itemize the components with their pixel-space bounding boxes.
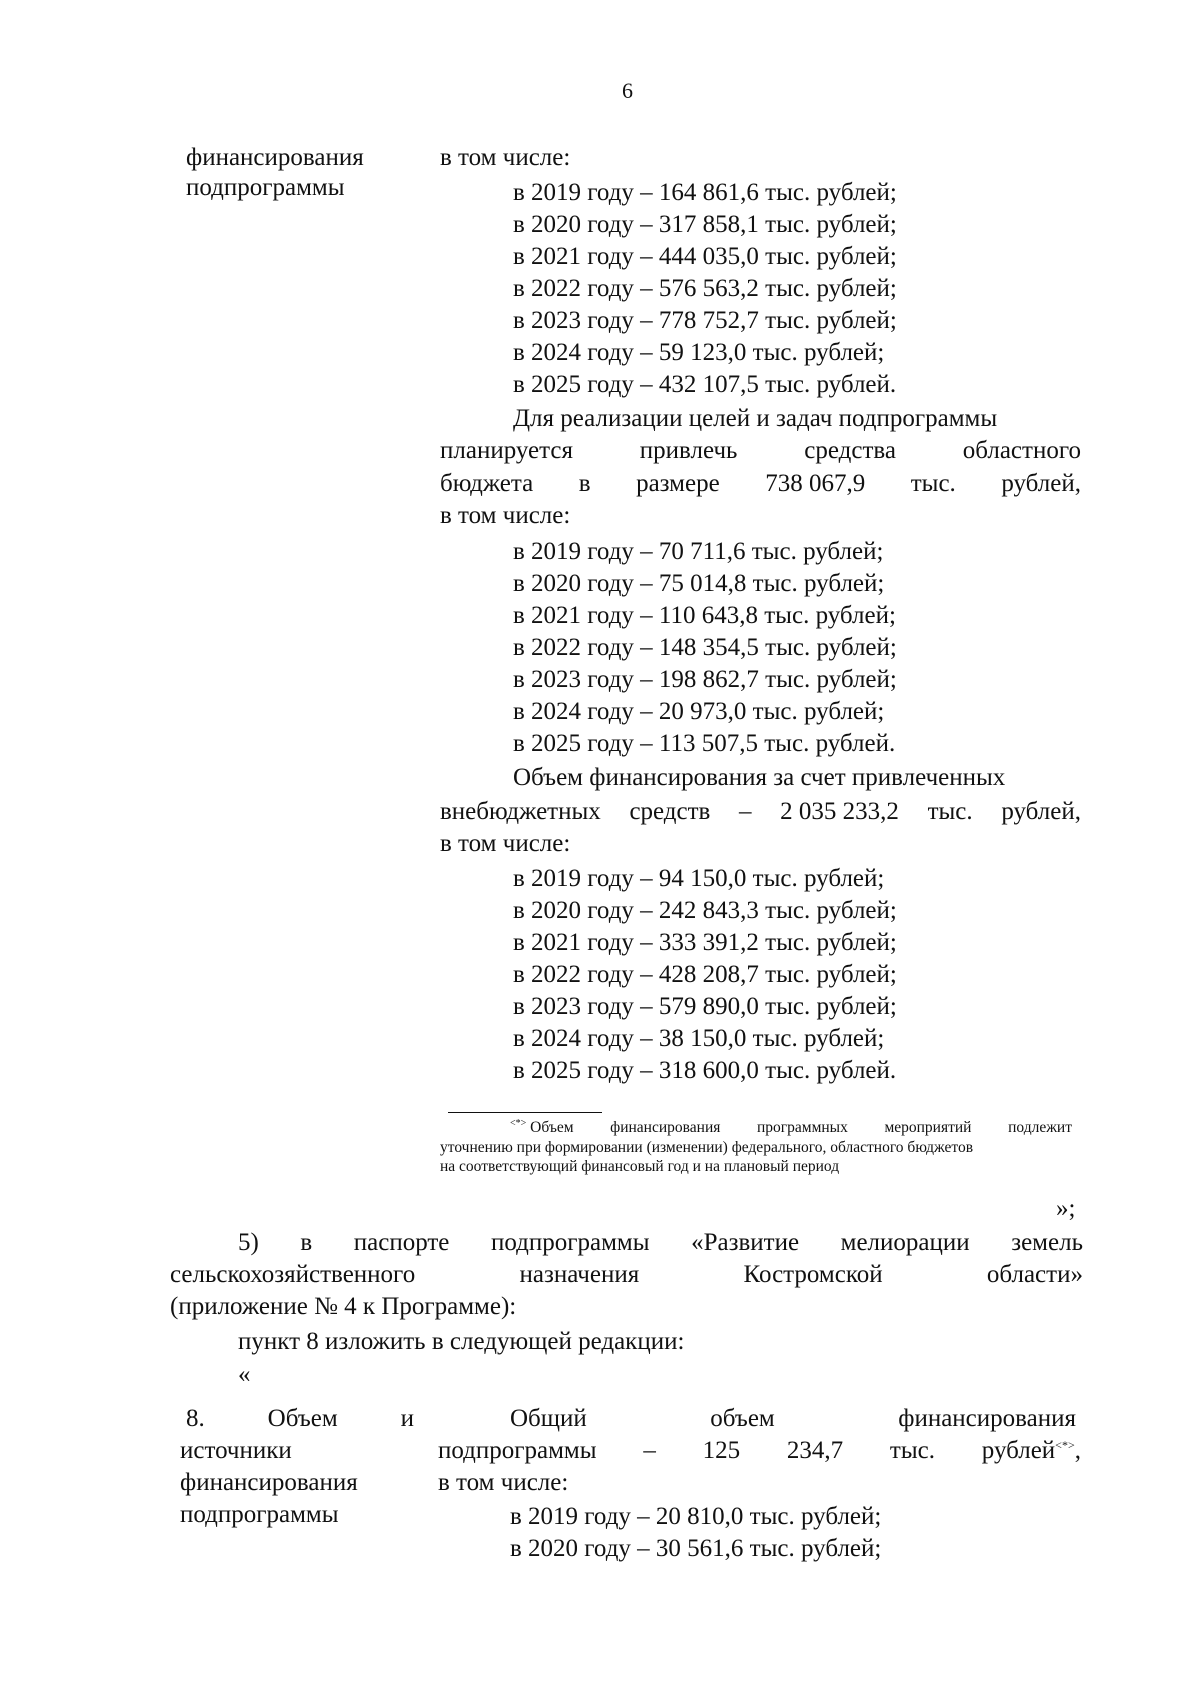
point8-right-line1: Общий объем финансирования [510, 1405, 1076, 1432]
closing-quote: »; [1056, 1195, 1076, 1222]
extrabudget-year-line: в 2023 году – 579 890,0 тыс. рублей; [513, 993, 897, 1020]
regional-year-line: в 2021 году – 110 643,8 тыс. рублей; [513, 602, 896, 629]
extrabudget-para-line3: в том числе: [440, 830, 571, 857]
regional-year-line: в 2019 году – 70 711,6 тыс. рублей; [513, 538, 884, 565]
point8-left-line: подпрограммы [180, 1501, 339, 1528]
regional-year-line: в 2025 году – 113 507,5 тыс. рублей. [513, 730, 896, 757]
open-quote: « [238, 1361, 251, 1388]
extrabudget-para-line2: внебюджетных средств – 2 035 233,2 тыс. рублей, [440, 798, 1081, 825]
item5-line2: сельскохозяйственного назначения Костромской области» [170, 1261, 1083, 1288]
footnote-reference: <*> [1055, 1438, 1075, 1452]
regional-para-line4: в том числе: [440, 502, 571, 529]
item5-line1: 5) в паспорте подпрограммы «Развитие мелиорации земель [238, 1229, 1083, 1256]
regional-para-line2: планируется привлечь средства областного [440, 437, 1081, 464]
point8-year-line: в 2020 году – 30 561,6 тыс. рублей; [510, 1535, 882, 1562]
regional-para-line1: Для реализации целей и задач подпрограммы [513, 405, 998, 432]
footnote-marker: <*> [510, 1118, 527, 1129]
footnote-line2: уточнению при формировании (изменении) федерального, областного бюджетов [440, 1139, 974, 1156]
point8-left-line: источники [180, 1437, 292, 1464]
regional-para-line3: бюджета в размере 738 067,9 тыс. рублей, [440, 470, 1081, 497]
regional-year-line: в 2022 году – 148 354,5 тыс. рублей; [513, 634, 897, 661]
regional-year-line: в 2023 году – 198 862,7 тыс. рублей; [513, 666, 897, 693]
total-year-line: в 2025 году – 432 107,5 тыс. рублей. [513, 371, 897, 398]
footnote-line1: <*> Объем финансирования программных мероприятий подлежит [510, 1118, 1072, 1136]
extrabudget-year-line: в 2020 году – 242 843,3 тыс. рублей; [513, 897, 897, 924]
page-number: 6 [622, 78, 633, 103]
total-year-line: в 2021 году – 444 035,0 тыс. рублей; [513, 243, 897, 270]
in-that-number: в том числе: [440, 144, 571, 171]
item5-line4: пункт 8 изложить в следующей редакции: [238, 1328, 685, 1355]
extrabudget-year-line: в 2024 году – 38 150,0 тыс. рублей; [513, 1025, 885, 1052]
item5-line3: (приложение № 4 к Программе): [170, 1293, 517, 1320]
footnote-rule [448, 1112, 602, 1113]
total-year-line: в 2022 году – 576 563,2 тыс. рублей; [513, 275, 897, 302]
point8-in-that-number: в том числе: [438, 1469, 569, 1496]
extrabudget-year-line: в 2025 году – 318 600,0 тыс. рублей. [513, 1057, 897, 1084]
left-col-line: финансирования [186, 144, 364, 171]
extrabudget-year-line: в 2021 году – 333 391,2 тыс. рублей; [513, 929, 897, 956]
extrabudget-year-line: в 2022 году – 428 208,7 тыс. рублей; [513, 961, 897, 988]
total-year-line: в 2020 году – 317 858,1 тыс. рублей; [513, 211, 897, 238]
total-year-line: в 2024 году – 59 123,0 тыс. рублей; [513, 339, 885, 366]
extrabudget-year-line: в 2019 году – 94 150,0 тыс. рублей; [513, 865, 885, 892]
extrabudget-para-line1: Объем финансирования за счет привлеченных [513, 764, 1006, 791]
point8-right-line2: подпрограммы – 125 234,7 тыс. рублей<*>, [438, 1437, 1081, 1464]
total-year-line: в 2019 году – 164 861,6 тыс. рублей; [513, 179, 897, 206]
regional-year-line: в 2020 году – 75 014,8 тыс. рублей; [513, 570, 885, 597]
point8-left-line1: 8. Объем и [186, 1405, 414, 1432]
regional-year-line: в 2024 году – 20 973,0 тыс. рублей; [513, 698, 885, 725]
point8-left-line: финансирования [180, 1469, 358, 1496]
footnote-line3: на соответствующий финансовый год и на плановый период [440, 1158, 840, 1175]
total-year-line: в 2023 году – 778 752,7 тыс. рублей; [513, 307, 897, 334]
left-col-line: подпрограммы [186, 174, 345, 201]
point8-year-line: в 2019 году – 20 810,0 тыс. рублей; [510, 1503, 882, 1530]
